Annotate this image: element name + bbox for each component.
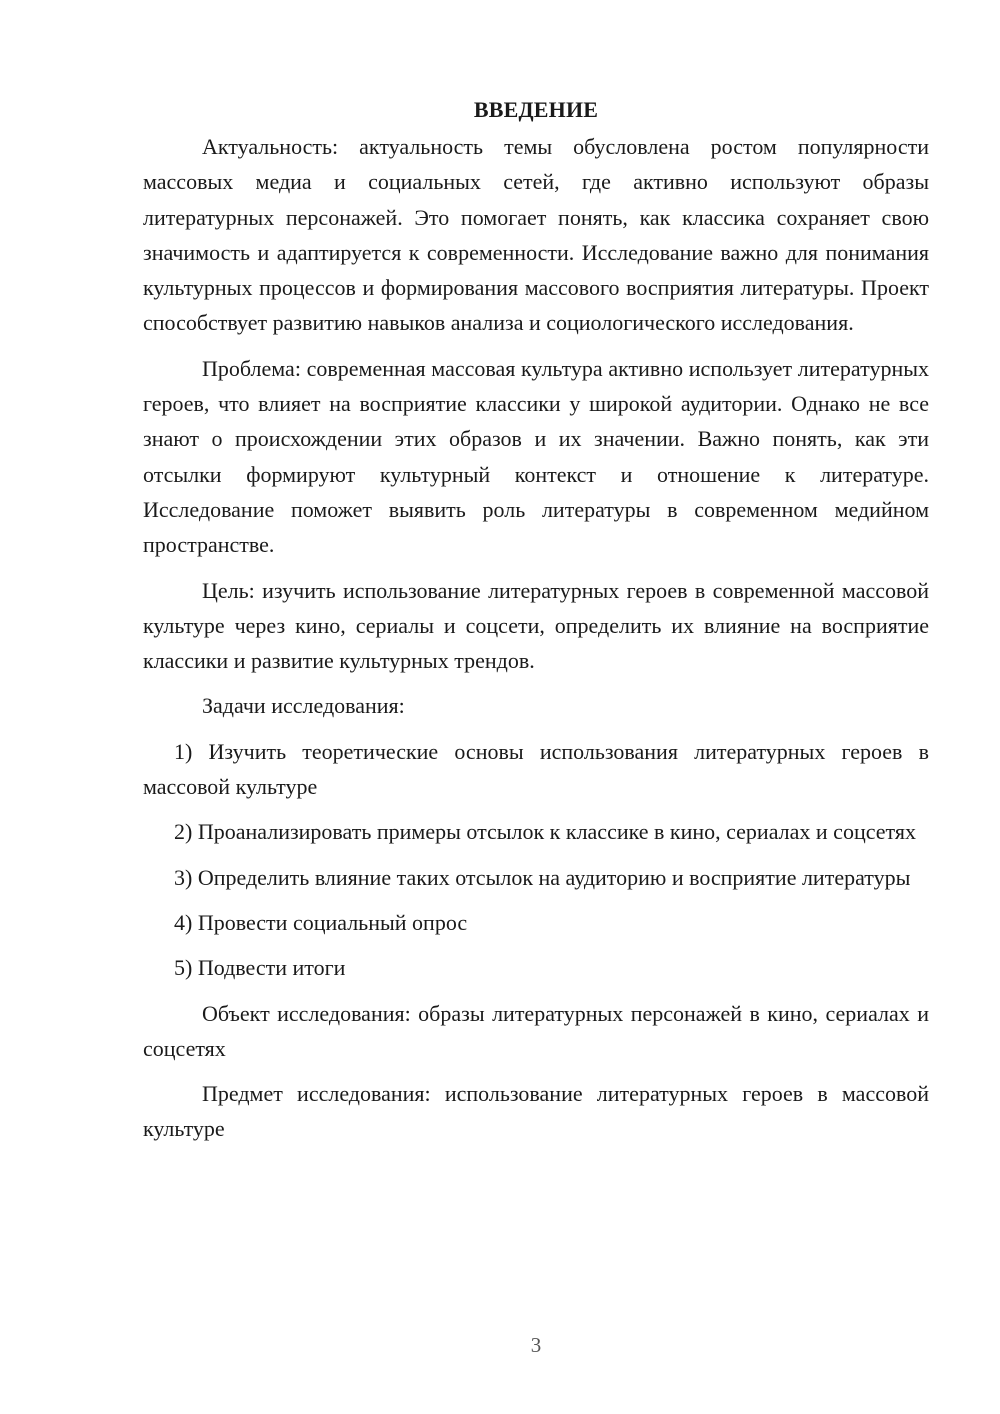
relevance-paragraph: Актуальность: актуальность темы обусловлена ростом популярности массовых медиа и социальных сетей, где активно используют образы литературных персонажей. Это помогает понять, как классика сохраняет свою значимость и адаптируется к современности. Исследование важно для понимания культурных процессов и формирования массового восприятия литературы. Проект способствует развитию навыков анализа и социологического исследования. — [143, 134, 929, 336]
section-title: ВВЕДЕНИЕ — [473, 97, 599, 122]
task-item-5: 5) Подвести итоги — [174, 955, 346, 981]
document-page — [143, 92, 929, 1147]
object-paragraph: Объект исследования: образы литературных персонажей в кино, сериалах и соцсетях — [143, 1000, 929, 1061]
tasks-heading: Задачи исследования: — [202, 693, 405, 719]
task-item-2: 2) Проанализировать примеры отсылок к классике в кино, сериалах и соцсетях — [174, 819, 916, 845]
task-item-1: 1) Изучить теоретические основы использования литературных героев в массовой культуре — [143, 738, 929, 800]
goal-paragraph: Цель: изучить использование литературных героев в современной массовой культуре через кино, сериалы и соцсети, определить их влияние на восприятие классики и развитие культурных трендов. — [143, 577, 929, 674]
page-number: 3 — [530, 1333, 542, 1357]
task-item-4: 4) Провести социальный опрос — [174, 909, 468, 935]
problem-paragraph: Проблема: современная массовая культура активно использует литературных героев, что влияет на восприятие классики у широкой аудитории. Однако не все знают о происхождении этих образов и их значении. Важно понять, как эти отсылки формируют культурный контекст и отношение к литературе. Исследование поможет выявить роль литературы в современном медийном пространстве. — [143, 355, 929, 558]
task-item-3: 3) Определить влияние таких отсылок на аудиторию и восприятие литературы — [174, 864, 911, 890]
subject-paragraph: Предмет исследования: использование литературных героев в массовой культуре — [143, 1081, 929, 1142]
